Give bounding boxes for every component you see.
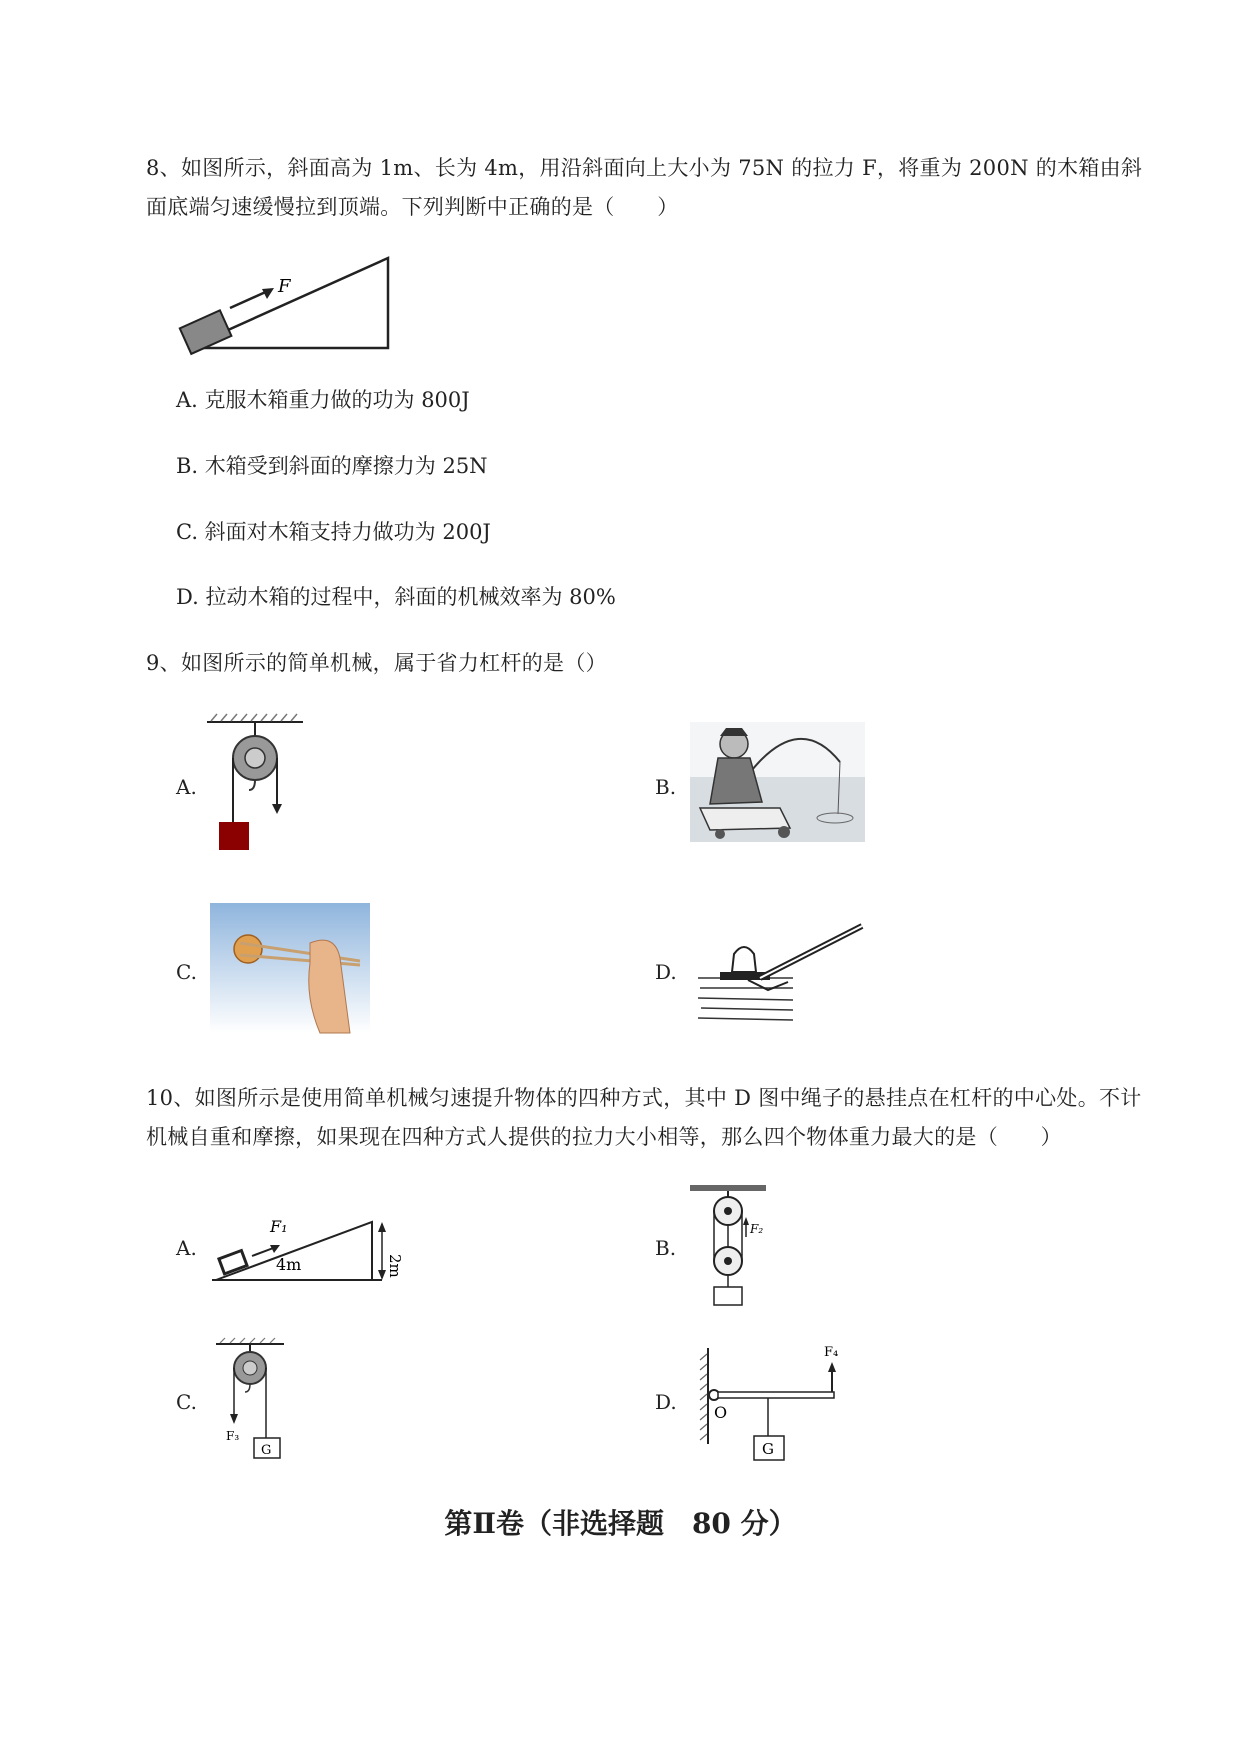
question-8-text: 8、如图所示，斜面高为 1m、长为 4m，用沿斜面向上大小为 75N 的拉力 F，将重为 200N 的木箱由斜面底端匀速缓慢拉到顶端。下列判断中正确的是（ ） <box>146 156 1143 219</box>
q10-fixed-pulley-figure <box>212 1338 292 1462</box>
q8-option-a: A. 克服木箱重力做的功为 800J <box>176 388 470 412</box>
weight-g-label-c: G <box>261 1443 272 1458</box>
q8-option-d: D. 拉动木箱的过程中，斜面的机械效率为 80% <box>176 585 616 609</box>
pivot-o-label: O <box>714 1403 728 1422</box>
q8-option-b: B. 木箱受到斜面的摩擦力为 25N <box>176 454 488 478</box>
force-f2-label: F₂ <box>750 1222 764 1236</box>
q9-label-b: B. <box>655 775 677 799</box>
force-f1-label: F₁ <box>270 1217 288 1236</box>
q9-label-c: C. <box>176 960 197 984</box>
fixed-pulley-figure <box>205 710 305 855</box>
height-label: 2m <box>386 1254 404 1278</box>
lever-figure <box>692 1340 842 1468</box>
q8-option-c: C. 斜面对木箱支持力做功为 200J <box>176 520 491 544</box>
fishing-rod-figure <box>690 722 865 842</box>
q10-label-a: A. <box>176 1236 197 1260</box>
q10-label-c: C. <box>176 1390 197 1414</box>
crowbar-figure <box>698 920 868 1030</box>
q10-label-b: B. <box>655 1236 677 1260</box>
pulley-block-figure <box>688 1183 778 1311</box>
question-9-text: 9、如图所示的简单机械，属于省力杠杆的是（） <box>146 651 607 675</box>
q10-incline-figure <box>212 1210 404 1290</box>
force-f4-label: F₄ <box>824 1345 839 1360</box>
force-f3-label: F₃ <box>226 1429 240 1443</box>
length-label: 4m <box>276 1255 302 1274</box>
q9-label-a: A. <box>176 775 197 799</box>
q9-label-d: D. <box>655 960 677 984</box>
question-10-text: 10、如图所示是使用简单机械匀速提升物体的四种方式，其中 D 图中绳子的悬挂点在杠杆的中心处。不计机械自重和摩擦，如果现在四种方式人提供的拉力大小相等，那么四个物体重力最大的是（ ） <box>146 1086 1142 1149</box>
chopsticks-figure <box>210 903 370 1033</box>
weight-g-label-d: G <box>762 1440 774 1458</box>
incline-figure <box>170 250 390 355</box>
q10-label-d: D. <box>655 1390 677 1414</box>
section-title: 第Ⅱ卷（非选择题 80 分） <box>444 1507 797 1540</box>
force-f-label: F <box>278 276 291 297</box>
